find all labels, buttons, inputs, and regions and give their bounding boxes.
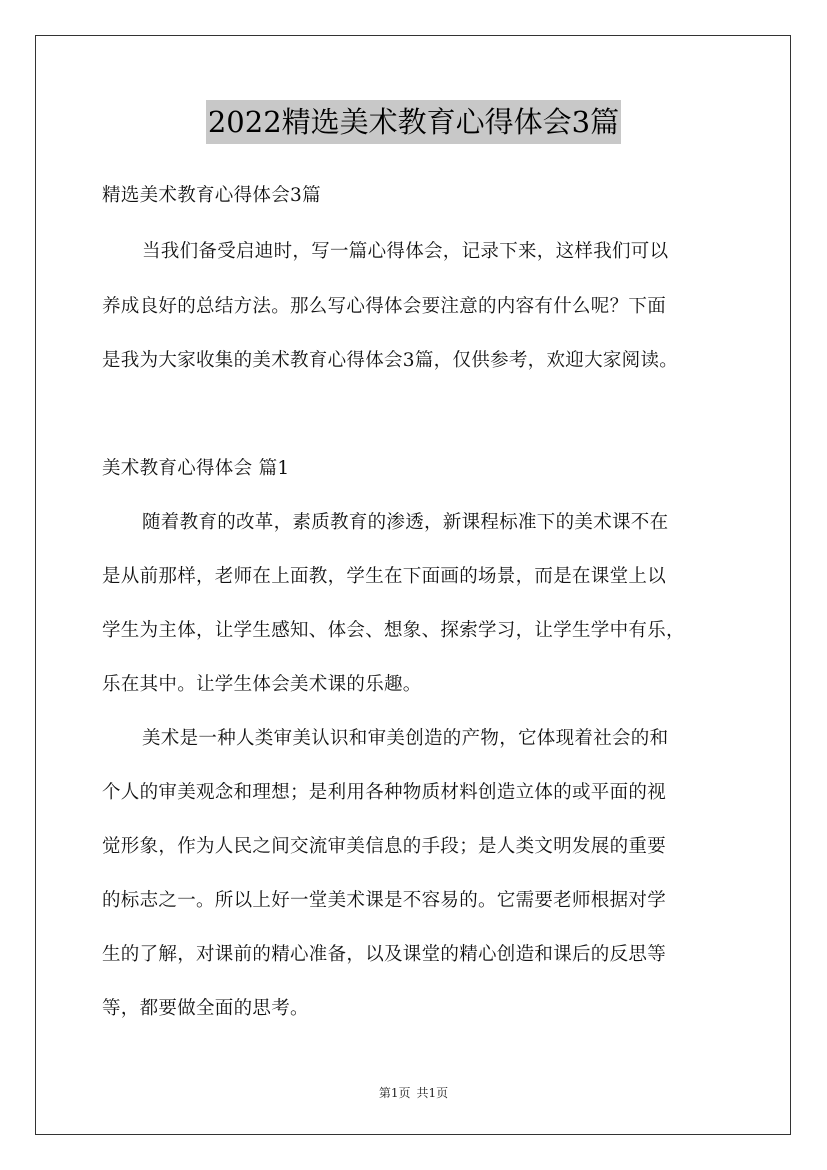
intro-line: 当我们备受启迪时，写一篇心得体会，记录下来，这样我们可以 bbox=[142, 241, 669, 262]
paragraph1-line: 乐在其中。让学生体会美术课的乐趣。 bbox=[102, 674, 422, 695]
paragraph2-line: 觉形象，作为人民之间交流审美信息的手段；是人类文明发展的重要 bbox=[102, 836, 667, 857]
paragraph1-line: 学生为主体，让学生感知、体会、想象、探索学习，让学生学中有乐， bbox=[102, 620, 685, 641]
page-total: 共1页 bbox=[416, 1086, 449, 1100]
paragraph1-line: 随着教育的改革，素质教育的渗透，新课程标准下的美术课不在 bbox=[142, 512, 669, 533]
intro-line: 养成良好的总结方法。那么写心得体会要注意的内容有什么呢？下面 bbox=[102, 296, 667, 317]
document-title: 2022精选美术教育心得体会3篇 bbox=[206, 100, 621, 144]
document-subtitle: 精选美术教育心得体会3篇 bbox=[102, 185, 321, 206]
paragraph2-line: 个人的审美观念和理想；是利用各种物质材料创造立体的或平面的视 bbox=[102, 782, 667, 803]
page-number: 第1页 bbox=[378, 1086, 411, 1100]
section-heading: 美术教育心得体会 篇1 bbox=[102, 458, 290, 479]
title-container bbox=[0, 100, 827, 144]
paragraph1-line: 是从前那样，老师在上面教，学生在下面画的场景，而是在课堂上以 bbox=[102, 566, 667, 587]
intro-line: 是我为大家收集的美术教育心得体会3篇，仅供参考，欢迎大家阅读。 bbox=[102, 350, 679, 371]
paragraph2-line: 美术是一种人类审美认识和审美创造的产物，它体现着社会的和 bbox=[142, 728, 669, 749]
paragraph2-line: 生的了解，对课前的精心准备，以及课堂的精心创造和课后的反思等 bbox=[102, 944, 667, 965]
paragraph2-line: 等，都要做全面的思考。 bbox=[102, 998, 309, 1019]
page-footer bbox=[0, 1084, 827, 1101]
paragraph2-line: 的标志之一。所以上好一堂美术课是不容易的。它需要老师根据对学 bbox=[102, 890, 667, 911]
